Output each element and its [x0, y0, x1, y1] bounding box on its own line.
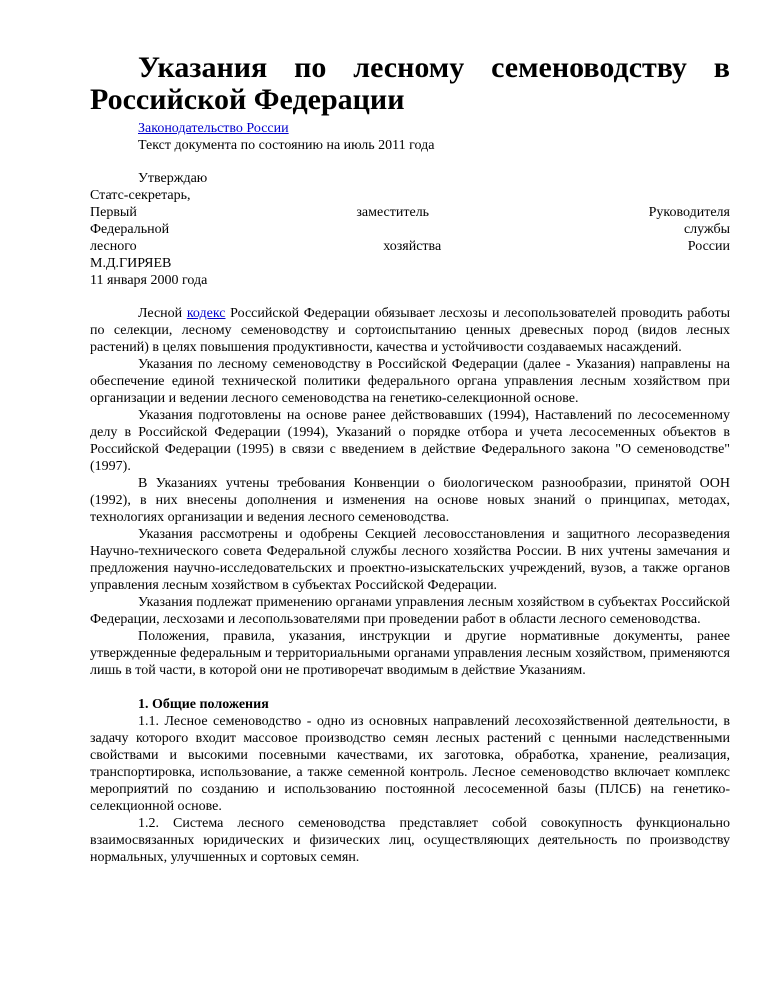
approval-date: 11 января 2000 года: [90, 273, 208, 288]
intro-paragraph: Лесной кодекс Российской Федерации обязывает лесхозы и лесопользователей проводить работы по селекции, лесному семеноводству и сортоиспытанию ценных древесных пород (видов лесных растений) в целях повышения продуктивности, качества и устойчивости создаваемых насаждений.: [90, 306, 730, 355]
approver-title-row-1: Первый заместитель Руководителя: [90, 205, 730, 220]
section-heading: 1. Общие положения: [138, 697, 269, 712]
intro-paragraph: Указания подлежат применению органами управления лесным хозяйством в субъектах Российской Федерации, лесхозами и лесопользователями при проведении работ в области лесного семеноводства.: [90, 595, 730, 627]
intro-paragraph: Указания подготовлены на основе ранее действовавших (1994), Наставлений по лесосеменному делу в Российской Федерации (1994), Указаний о порядке отбора и учета лесосеменных объектов в Российской Федерации (1995) в связи с введением в действие Федерального закона "О семеноводстве" (1997).: [90, 408, 730, 474]
document-status: Текст документа по состоянию на июль 2011 года: [138, 138, 435, 153]
document-meta: [138, 120, 730, 154]
approval-block: [90, 170, 730, 289]
intro-section: [90, 305, 730, 679]
approver-title-row-2: Федеральной службы: [90, 222, 730, 237]
approver-name: М.Д.ГИРЯЕВ: [90, 256, 172, 271]
approve-label: Утверждаю: [138, 171, 208, 186]
approver-title-1: Статс-секретарь,: [90, 188, 191, 203]
intro-paragraph: Положения, правила, указания, инструкции и другие нормативные документы, ранее утвержденные федеральным и территориальными органами управления лесным хозяйством, применяются лишь в той части, в которой они не противоречат вводимым в действие Указаниям.: [90, 629, 730, 678]
page-title: Указания по лесному семеноводству в Российской Федерации: [90, 51, 730, 116]
section-paragraph: 1.1. Лесное семеноводство - одно из основных направлений лесохозяйственной деятельности, в задачу которого входит массовое производство семян лесных растений с ценными наследственными свойствами и высокими посевными качествами, их заготовка, обработка, хранение, реализация, транспортировка, использование, а также семенной контроль. Лесное семеноводство включает комплекс мероприятий по созданию и использованию постоянной лесосеменной базы (ПЛСБ) на генетико-селекционной основе.: [90, 714, 730, 814]
document-page: [90, 52, 730, 866]
source-link[interactable]: Законодательство России: [138, 121, 289, 136]
approver-title-row-3: лесного хозяйства России: [90, 239, 730, 254]
intro-paragraph: Указания рассмотрены и одобрены Секцией лесовосстановления и защитного лесоразведения Научно-технического совета Федеральной службы лесного хозяйства России. В них учтены замечания и предложения научно-исследовательских и проектно-изыскательских учреждений, вузов, а также органов управления лесным хозяйством в субъектах Российской Федерации.: [90, 527, 730, 593]
intro-paragraph: Указания по лесному семеноводству в Российской Федерации (далее - Указания) направлены на обеспечение единой технической политики федерального органа управления лесным хозяйством при организации и ведении лесного семеноводства на генетико-селекционной основе.: [90, 357, 730, 406]
kodeks-link[interactable]: кодекс: [186, 306, 226, 321]
section-paragraph: 1.2. Система лесного семеноводства представляет собой совокупность функционально взаимосвязанных юридических и физических лиц, осуществляющих деятельность по производству нормальных, улучшенных и сортовых семян.: [90, 816, 730, 865]
intro-paragraph: В Указаниях учтены требования Конвенции о биологическом разнообразии, принятой ООН (1992), в них внесены дополнения и изменения на основе новых знаний о принципах, методах, технологиях организации и ведения лесного семеноводства.: [90, 476, 730, 525]
